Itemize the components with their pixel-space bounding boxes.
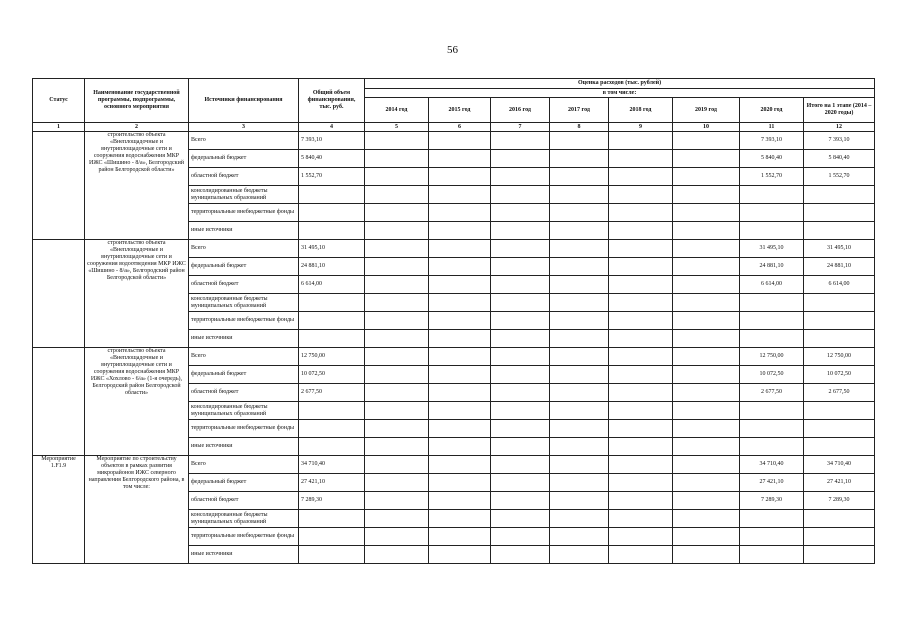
year-cell <box>673 384 740 402</box>
year-cell <box>429 294 491 312</box>
stage-total-cell <box>804 312 875 330</box>
total-cell: 27 421,10 <box>299 474 365 492</box>
table-header <box>33 79 875 132</box>
year-2020-cell: 2 677,50 <box>740 384 804 402</box>
stage-total-cell: 1 552,70 <box>804 168 875 186</box>
funding-source-cell: иные источники <box>189 330 299 348</box>
total-cell: 10 072,50 <box>299 366 365 384</box>
funding-source-cell: консолидированные бюджеты муниципальных образований <box>189 402 299 420</box>
year-cell <box>550 276 609 294</box>
year-cell <box>491 492 550 510</box>
year-cell <box>365 546 429 564</box>
table-body <box>33 132 875 564</box>
year-cell <box>491 276 550 294</box>
total-cell <box>299 330 365 348</box>
funding-source-cell: территориальные внебюджетные фонды <box>189 528 299 546</box>
year-cell <box>429 312 491 330</box>
year-cell <box>429 168 491 186</box>
description-cell: строительство объекта «Внеплощадочные и внутриплощадочные сети и сооружения водоснабжения МКР ИЖС «Шишино - 8/а», Белгородский район Белгородской области» <box>85 132 189 240</box>
stage-total-cell: 7 393,10 <box>804 132 875 150</box>
year-2020-cell <box>740 510 804 528</box>
header-status: Статус <box>33 79 85 123</box>
year-cell <box>491 330 550 348</box>
year-2020-cell <box>740 402 804 420</box>
year-cell <box>550 330 609 348</box>
year-cell <box>550 384 609 402</box>
year-cell <box>491 528 550 546</box>
header-year: 2018 год <box>609 98 673 123</box>
total-cell: 34 710,40 <box>299 456 365 474</box>
stage-total-cell: 27 421,10 <box>804 474 875 492</box>
year-cell <box>365 528 429 546</box>
stage-total-cell: 7 289,30 <box>804 492 875 510</box>
header-column-number: 11 <box>740 123 804 132</box>
year-cell <box>609 294 673 312</box>
funding-source-cell: иные источники <box>189 222 299 240</box>
year-cell <box>365 456 429 474</box>
year-cell <box>491 240 550 258</box>
description-cell: Мероприятие по строительству объектов в рамках развития микрорайонов ИЖС северного направления Белгородского района, в том числе: <box>85 456 189 564</box>
year-cell <box>491 420 550 438</box>
year-cell <box>673 402 740 420</box>
stage-total-cell <box>804 420 875 438</box>
year-cell <box>550 204 609 222</box>
year-cell <box>491 294 550 312</box>
year-cell <box>365 384 429 402</box>
header-column-number: 12 <box>804 123 875 132</box>
stage-total-cell: 12 750,00 <box>804 348 875 366</box>
year-2020-cell <box>740 528 804 546</box>
year-cell <box>550 150 609 168</box>
funding-source-cell: федеральный бюджет <box>189 366 299 384</box>
stage-total-cell <box>804 294 875 312</box>
year-2020-cell <box>740 186 804 204</box>
header-year: 2017 год <box>550 98 609 123</box>
stage-total-cell: 24 881,10 <box>804 258 875 276</box>
year-2020-cell: 7 289,30 <box>740 492 804 510</box>
year-2020-cell: 6 614,00 <box>740 276 804 294</box>
year-2020-cell <box>740 330 804 348</box>
total-cell: 2 677,50 <box>299 384 365 402</box>
header-column-number: 2 <box>85 123 189 132</box>
header-expenses-estimate: Оценка расходов (тыс. рублей) <box>365 79 875 89</box>
year-cell <box>550 366 609 384</box>
header-column-number: 8 <box>550 123 609 132</box>
header-program-name: Наименование государственной программы, подпрограммы, основного мероприятия <box>85 79 189 123</box>
year-cell <box>609 240 673 258</box>
year-cell <box>429 402 491 420</box>
year-cell <box>429 150 491 168</box>
year-cell <box>609 528 673 546</box>
status-cell: Мероприятие 1.F1.9 <box>33 456 85 564</box>
total-cell: 7 289,30 <box>299 492 365 510</box>
year-cell <box>429 384 491 402</box>
total-cell <box>299 438 365 456</box>
total-cell <box>299 204 365 222</box>
total-cell: 31 495,10 <box>299 240 365 258</box>
header-year: 2020 год <box>740 98 804 123</box>
year-cell <box>550 168 609 186</box>
header-year: 2014 год <box>365 98 429 123</box>
funding-source-cell: территориальные внебюджетные фонды <box>189 312 299 330</box>
year-cell <box>673 276 740 294</box>
year-cell <box>429 276 491 294</box>
year-cell <box>365 258 429 276</box>
year-2020-cell <box>740 222 804 240</box>
year-cell <box>550 474 609 492</box>
year-cell <box>491 132 550 150</box>
year-cell <box>429 222 491 240</box>
funding-source-cell: консолидированные бюджеты муниципальных образований <box>189 510 299 528</box>
year-cell <box>673 222 740 240</box>
year-cell <box>673 168 740 186</box>
year-cell <box>429 438 491 456</box>
year-cell <box>365 132 429 150</box>
header-column-number: 5 <box>365 123 429 132</box>
year-cell <box>365 474 429 492</box>
funding-source-cell: Всего <box>189 456 299 474</box>
status-cell <box>33 132 85 240</box>
header-funding-sources: Источники финансирования <box>189 79 299 123</box>
year-cell <box>491 258 550 276</box>
total-cell <box>299 510 365 528</box>
year-cell <box>609 510 673 528</box>
total-cell <box>299 294 365 312</box>
year-cell <box>550 492 609 510</box>
year-2020-cell <box>740 420 804 438</box>
year-cell <box>365 420 429 438</box>
year-cell <box>429 132 491 150</box>
year-cell <box>429 348 491 366</box>
year-cell <box>609 438 673 456</box>
year-cell <box>491 456 550 474</box>
year-cell <box>365 150 429 168</box>
year-cell <box>673 240 740 258</box>
year-cell <box>673 492 740 510</box>
year-cell <box>429 366 491 384</box>
header-column-number: 6 <box>429 123 491 132</box>
year-cell <box>429 528 491 546</box>
funding-source-cell: федеральный бюджет <box>189 150 299 168</box>
year-cell <box>550 546 609 564</box>
year-cell <box>609 258 673 276</box>
year-cell <box>550 222 609 240</box>
table-row <box>33 240 875 258</box>
total-cell: 12 750,00 <box>299 348 365 366</box>
funding-source-cell: иные источники <box>189 546 299 564</box>
total-cell <box>299 528 365 546</box>
year-cell <box>609 204 673 222</box>
funding-source-cell: иные источники <box>189 438 299 456</box>
year-cell <box>609 330 673 348</box>
year-2020-cell: 31 495,10 <box>740 240 804 258</box>
year-cell <box>491 168 550 186</box>
year-cell <box>491 402 550 420</box>
header-year: Итого на 1 этапе (2014 – 2020 годы) <box>804 98 875 123</box>
year-cell <box>609 402 673 420</box>
year-cell <box>609 132 673 150</box>
year-cell <box>673 348 740 366</box>
year-cell <box>429 420 491 438</box>
stage-total-cell <box>804 204 875 222</box>
year-2020-cell: 34 710,40 <box>740 456 804 474</box>
table-row <box>33 348 875 366</box>
year-cell <box>365 510 429 528</box>
status-cell <box>33 348 85 456</box>
funding-source-cell: федеральный бюджет <box>189 474 299 492</box>
stage-total-cell <box>804 222 875 240</box>
year-2020-cell: 1 552,70 <box>740 168 804 186</box>
year-cell <box>491 348 550 366</box>
year-cell <box>550 528 609 546</box>
funding-source-cell: Всего <box>189 348 299 366</box>
year-cell <box>609 420 673 438</box>
funding-source-cell: территориальные внебюджетные фонды <box>189 420 299 438</box>
year-cell <box>609 222 673 240</box>
year-2020-cell: 12 750,00 <box>740 348 804 366</box>
year-cell <box>673 294 740 312</box>
year-cell <box>609 348 673 366</box>
year-cell <box>550 402 609 420</box>
funding-source-cell: областной бюджет <box>189 492 299 510</box>
year-cell <box>673 186 740 204</box>
year-cell <box>365 204 429 222</box>
total-cell <box>299 402 365 420</box>
year-cell <box>609 168 673 186</box>
year-cell <box>550 438 609 456</box>
year-cell <box>491 150 550 168</box>
year-cell <box>609 366 673 384</box>
year-cell <box>550 240 609 258</box>
header-including: в том числе: <box>365 89 875 98</box>
total-cell: 1 552,70 <box>299 168 365 186</box>
stage-total-cell <box>804 438 875 456</box>
year-cell <box>491 474 550 492</box>
total-cell <box>299 186 365 204</box>
description-cell: строительство объекта «Внеплощадочные и внутриплощадочные сети и сооружения водоотведения МКР ИЖС «Шишино - 8/а», Белгородский район Белгородской области» <box>85 240 189 348</box>
stage-total-cell <box>804 186 875 204</box>
stage-total-cell: 2 677,50 <box>804 384 875 402</box>
year-2020-cell: 7 393,10 <box>740 132 804 150</box>
year-cell <box>365 402 429 420</box>
year-cell <box>491 438 550 456</box>
header-year: 2015 год <box>429 98 491 123</box>
year-2020-cell <box>740 312 804 330</box>
header-column-number: 9 <box>609 123 673 132</box>
budget-table <box>32 78 875 564</box>
year-cell <box>491 186 550 204</box>
year-cell <box>609 456 673 474</box>
year-cell <box>491 510 550 528</box>
year-2020-cell <box>740 546 804 564</box>
year-cell <box>673 132 740 150</box>
total-cell: 6 614,00 <box>299 276 365 294</box>
header-year: 2016 год <box>491 98 550 123</box>
year-cell <box>550 258 609 276</box>
stage-total-cell: 10 072,50 <box>804 366 875 384</box>
year-cell <box>365 312 429 330</box>
year-cell <box>365 330 429 348</box>
total-cell: 5 840,40 <box>299 150 365 168</box>
table-row <box>33 456 875 474</box>
funding-source-cell: областной бюджет <box>189 276 299 294</box>
header-total-volume: Общий объем финансирования, тыс. руб. <box>299 79 365 123</box>
year-cell <box>429 240 491 258</box>
funding-source-cell: территориальные внебюджетные фонды <box>189 204 299 222</box>
year-2020-cell: 27 421,10 <box>740 474 804 492</box>
year-cell <box>609 474 673 492</box>
year-cell <box>673 420 740 438</box>
header-column-number: 3 <box>189 123 299 132</box>
total-cell: 7 393,10 <box>299 132 365 150</box>
year-cell <box>365 186 429 204</box>
year-cell <box>550 294 609 312</box>
year-cell <box>491 222 550 240</box>
header-year: 2019 год <box>673 98 740 123</box>
year-cell <box>673 456 740 474</box>
year-cell <box>609 150 673 168</box>
year-cell <box>429 456 491 474</box>
year-cell <box>429 204 491 222</box>
year-cell <box>673 510 740 528</box>
total-cell <box>299 312 365 330</box>
stage-total-cell <box>804 330 875 348</box>
stage-total-cell: 5 840,40 <box>804 150 875 168</box>
table-row <box>33 132 875 150</box>
year-cell <box>365 348 429 366</box>
year-cell <box>491 204 550 222</box>
stage-total-cell <box>804 546 875 564</box>
year-2020-cell: 5 840,40 <box>740 150 804 168</box>
year-cell <box>491 366 550 384</box>
year-cell <box>365 366 429 384</box>
year-2020-cell: 10 072,50 <box>740 366 804 384</box>
total-cell <box>299 546 365 564</box>
year-2020-cell <box>740 294 804 312</box>
funding-source-cell: консолидированные бюджеты муниципальных образований <box>189 294 299 312</box>
year-cell <box>491 384 550 402</box>
header-column-number: 10 <box>673 123 740 132</box>
year-cell <box>550 456 609 474</box>
year-cell <box>491 546 550 564</box>
year-cell <box>673 330 740 348</box>
year-cell <box>673 546 740 564</box>
total-cell <box>299 222 365 240</box>
year-cell <box>365 222 429 240</box>
year-2020-cell: 24 881,10 <box>740 258 804 276</box>
year-cell <box>365 168 429 186</box>
description-cell: строительство объекта «Внеплощадочные и внутриплощадочные сети и сооружения водоснабжения МКР ИЖС «Хохлово - 6/а» (1-я очередь), Белгородский район Белгородской области» <box>85 348 189 456</box>
year-cell <box>429 330 491 348</box>
year-cell <box>550 420 609 438</box>
year-cell <box>429 186 491 204</box>
year-cell <box>550 348 609 366</box>
year-cell <box>673 150 740 168</box>
year-cell <box>673 528 740 546</box>
funding-source-cell: федеральный бюджет <box>189 258 299 276</box>
total-cell: 24 881,10 <box>299 258 365 276</box>
stage-total-cell <box>804 510 875 528</box>
year-2020-cell <box>740 204 804 222</box>
header-column-number: 7 <box>491 123 550 132</box>
funding-source-cell: Всего <box>189 240 299 258</box>
year-cell <box>609 492 673 510</box>
year-cell <box>550 132 609 150</box>
status-cell <box>33 240 85 348</box>
year-cell <box>609 312 673 330</box>
year-cell <box>429 474 491 492</box>
funding-source-cell: консолидированные бюджеты муниципальных образований <box>189 186 299 204</box>
year-cell <box>673 474 740 492</box>
year-cell <box>609 546 673 564</box>
stage-total-cell: 34 710,40 <box>804 456 875 474</box>
year-cell <box>365 276 429 294</box>
year-cell <box>550 186 609 204</box>
year-cell <box>673 204 740 222</box>
year-cell <box>609 186 673 204</box>
year-cell <box>429 546 491 564</box>
funding-source-cell: областной бюджет <box>189 168 299 186</box>
year-cell <box>429 492 491 510</box>
year-cell <box>673 258 740 276</box>
page-number: 56 <box>447 44 458 56</box>
year-cell <box>429 258 491 276</box>
year-cell <box>673 438 740 456</box>
year-cell <box>673 312 740 330</box>
year-2020-cell <box>740 438 804 456</box>
year-cell <box>365 492 429 510</box>
funding-source-cell: Всего <box>189 132 299 150</box>
year-cell <box>365 294 429 312</box>
stage-total-cell: 6 614,00 <box>804 276 875 294</box>
stage-total-cell: 31 495,10 <box>804 240 875 258</box>
year-cell <box>429 510 491 528</box>
year-cell <box>550 510 609 528</box>
total-cell <box>299 420 365 438</box>
stage-total-cell <box>804 402 875 420</box>
header-column-number: 4 <box>299 123 365 132</box>
year-cell <box>550 312 609 330</box>
funding-source-cell: областной бюджет <box>189 384 299 402</box>
year-cell <box>673 366 740 384</box>
year-cell <box>609 384 673 402</box>
year-cell <box>365 438 429 456</box>
stage-total-cell <box>804 528 875 546</box>
year-cell <box>491 312 550 330</box>
year-cell <box>365 240 429 258</box>
header-column-number: 1 <box>33 123 85 132</box>
year-cell <box>609 276 673 294</box>
